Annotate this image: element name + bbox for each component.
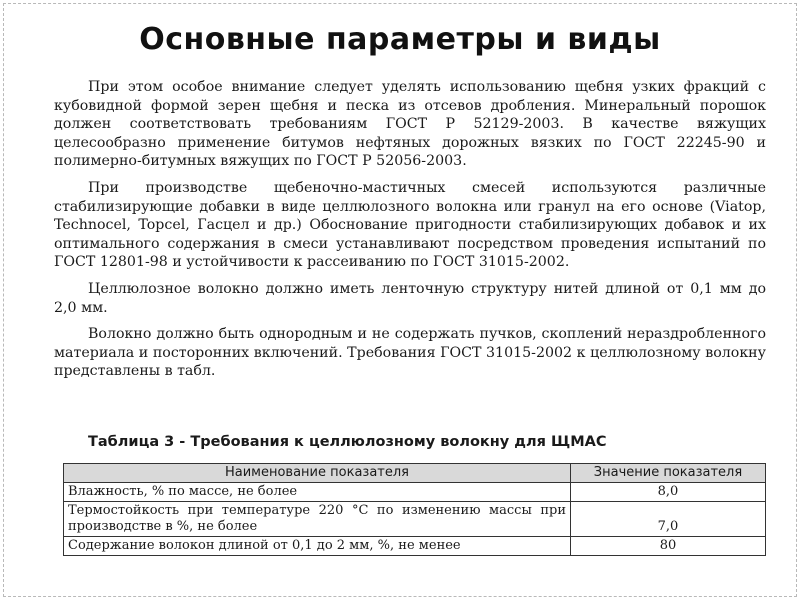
table-caption: Таблица 3 - Требования к целлюлозному волокну для ЩМАС xyxy=(88,434,607,450)
paragraph-4: Волокно должно быть однородным и не содержать пучков, скоплений нераздробленного материала и посторонних включений. Требования ГОСТ 31015-2002 к целлюлозному волокну представлены в табл. xyxy=(54,326,766,380)
body-text xyxy=(54,78,766,389)
table-header-row xyxy=(64,464,766,483)
paragraph-2: При производстве щебеночно-мастичных смесей используются различные стабилизирующие добавки в виде целлюлозного волокна или гранул на его основе (Viatop, Technocel, Topcel, Гасцел и др.) Обоснование пригодности стабилизирующих добавок и их оптимального содержания в смеси устанавливают посредством проведения испытаний по ГОСТ 12801-98 и устойчивости к рассеиванию по ГОСТ 31015-2002. xyxy=(54,179,766,271)
row-value: 80 xyxy=(571,537,766,556)
paragraph-3: Целлюлозное волокно должно иметь ленточную структуру нитей длиной от 0,1 мм до 2,0 мм. xyxy=(54,280,766,316)
requirements-table xyxy=(63,463,766,556)
table-row xyxy=(64,537,766,556)
header-name: Наименование показателя xyxy=(64,464,571,483)
table-row xyxy=(64,483,766,502)
row-name: Термостойкость при температуре 220 °С по изменению массы при производстве в %, не более xyxy=(64,502,571,537)
header-value: Значение показателя xyxy=(571,464,766,483)
table-row xyxy=(64,502,766,537)
page-title: Основные параметры и виды xyxy=(139,22,661,57)
row-name: Влажность, % по массе, не более xyxy=(64,483,571,502)
row-name: Содержание волокон длиной от 0,1 до 2 мм, %, не менее xyxy=(64,537,571,556)
row-value: 7,0 xyxy=(571,502,766,537)
paragraph-1: При этом особое внимание следует уделять использованию щебня узких фракций с кубовидной формой зерен щебня и песка из отсевов дробления. Минеральный порошок должен соответствовать требованиям ГОСТ Р 52129-2003. В качестве вяжущих целесообразно применение битумов нефтяных дорожных вязких по ГОСТ 22245-90 и полимерно-битумных вяжущих по ГОСТ Р 52056-2003. xyxy=(54,79,766,170)
row-value: 8,0 xyxy=(571,483,766,502)
